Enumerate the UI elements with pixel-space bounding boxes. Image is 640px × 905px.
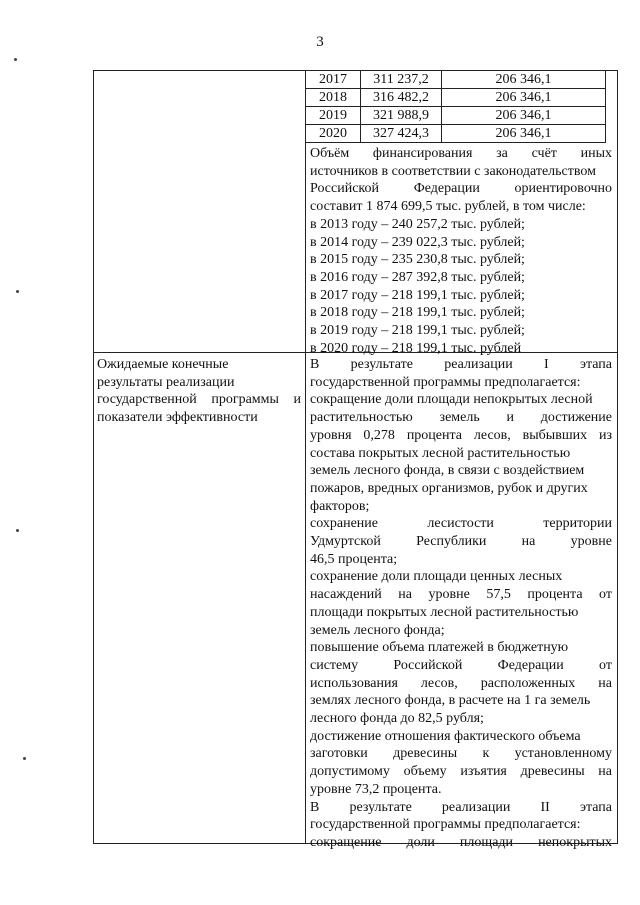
text-line: государственной программы предполагается: [310, 817, 581, 833]
funding-row [306, 125, 606, 143]
text-line: земель лесного фонда, в связи с воздействием [310, 463, 585, 479]
text-line: сохранение доли площади ценных лесных [310, 569, 563, 585]
text-line: Объём финансирования за счёт иных [310, 146, 612, 161]
scan-dot [16, 529, 19, 532]
text-line: в 2017 году – 218 199,1 тыс. рублей; [310, 287, 525, 303]
funding-row [306, 71, 606, 89]
text-line: факторов; [310, 498, 370, 514]
text-line: насаждений на уровне 57,5 процента от [310, 587, 612, 603]
funding-row [306, 89, 606, 107]
funding-year-cell: 2020 [306, 125, 361, 143]
text-line: в 2018 году – 218 199,1 тыс. рублей; [310, 305, 525, 321]
text-line: растительностью земель и достижение [310, 410, 612, 426]
funding-row [306, 107, 606, 125]
text-line: достижение отношения фактического объема [310, 728, 581, 744]
text-line: государственной программы предполагается: [310, 374, 581, 390]
text-line: в 2015 году – 235 230,8 тыс. рублей; [310, 252, 525, 268]
expected-results-text [310, 356, 612, 852]
label-line: государственной программы и [97, 392, 301, 408]
text-line: сокращение доли площади непокрытых [310, 834, 612, 850]
label-line: показатели эффективности [97, 410, 258, 426]
text-line: сокращение доли площади непокрытых лесной [310, 392, 593, 408]
text-line: В результате реализации I этапа [310, 357, 612, 372]
text-line: землях лесного фонда, в расчете на 1 га земель [310, 693, 591, 709]
text-line: земель лесного фонда; [310, 622, 445, 638]
text-line: допустимому объему изъятия древесины на [310, 764, 612, 780]
funding-budget-cell: 206 346,1 [442, 125, 606, 143]
text-line: В результате реализации II этапа [310, 799, 612, 815]
label-line: Ожидаемые конечные [97, 357, 229, 372]
funding-amount-cell: 316 482,2 [361, 89, 442, 107]
text-line: лесного фонда до 82,5 рубля; [310, 711, 484, 727]
label-line: результаты реализации [97, 374, 235, 390]
scan-dot [16, 290, 19, 293]
text-line: в 2014 году – 239 022,3 тыс. рублей; [310, 234, 525, 250]
funding-amount-cell: 327 424,3 [361, 125, 442, 143]
scan-dot [14, 58, 17, 61]
funding-by-year-table [305, 70, 606, 143]
text-line: в 2013 году – 240 257,2 тыс. рублей; [310, 216, 525, 232]
text-line: в 2020 году – 218 199,1 тыс. рублей [310, 340, 522, 356]
funding-budget-cell: 206 346,1 [442, 107, 606, 125]
text-line: уровня 0,278 процента лесов, выбывших из [310, 427, 612, 443]
text-line: повышение объема платежей в бюджетную [310, 640, 569, 656]
text-line: площади покрытых лесной растительностью [310, 604, 579, 620]
funding-year-cell: 2018 [306, 89, 361, 107]
text-line: пожаров, вредных организмов, рубок и других [310, 480, 588, 496]
text-line: уровне 73,2 процента. [310, 781, 442, 797]
text-line: использования лесов, расположенных на [310, 675, 612, 691]
text-line: заготовки древесины к установленному [310, 746, 612, 762]
text-line: в 2019 году – 218 199,1 тыс. рублей; [310, 323, 525, 339]
funding-year-cell: 2019 [306, 107, 361, 125]
text-line: Удмуртской Республики на уровне [310, 534, 612, 550]
expected-results-label [97, 356, 301, 427]
funding-budget-cell: 206 346,1 [442, 89, 606, 107]
scan-dot [23, 757, 26, 760]
text-line: источников в соответствии с законодательством [310, 163, 596, 179]
text-line: 46,5 процента; [310, 551, 398, 567]
column-divider [305, 70, 306, 844]
text-line: сохранение лесистости территории [310, 516, 612, 532]
other-sources-financing-text [310, 145, 612, 357]
text-line: Российской Федерации ориентировочно [310, 181, 612, 197]
page-number: 3 [316, 34, 324, 50]
text-line: составит 1 874 699,5 тыс. рублей, в том числе: [310, 199, 586, 215]
funding-year-cell: 2017 [306, 71, 361, 89]
funding-amount-cell: 321 988,9 [361, 107, 442, 125]
funding-budget-cell: 206 346,1 [442, 71, 606, 89]
text-line: в 2016 году – 287 392,8 тыс. рублей; [310, 269, 525, 285]
text-line: состава покрытых лесной растительностью [310, 445, 571, 461]
text-line: систему Российской Федерации от [310, 657, 612, 673]
funding-amount-cell: 311 237,2 [361, 71, 442, 89]
